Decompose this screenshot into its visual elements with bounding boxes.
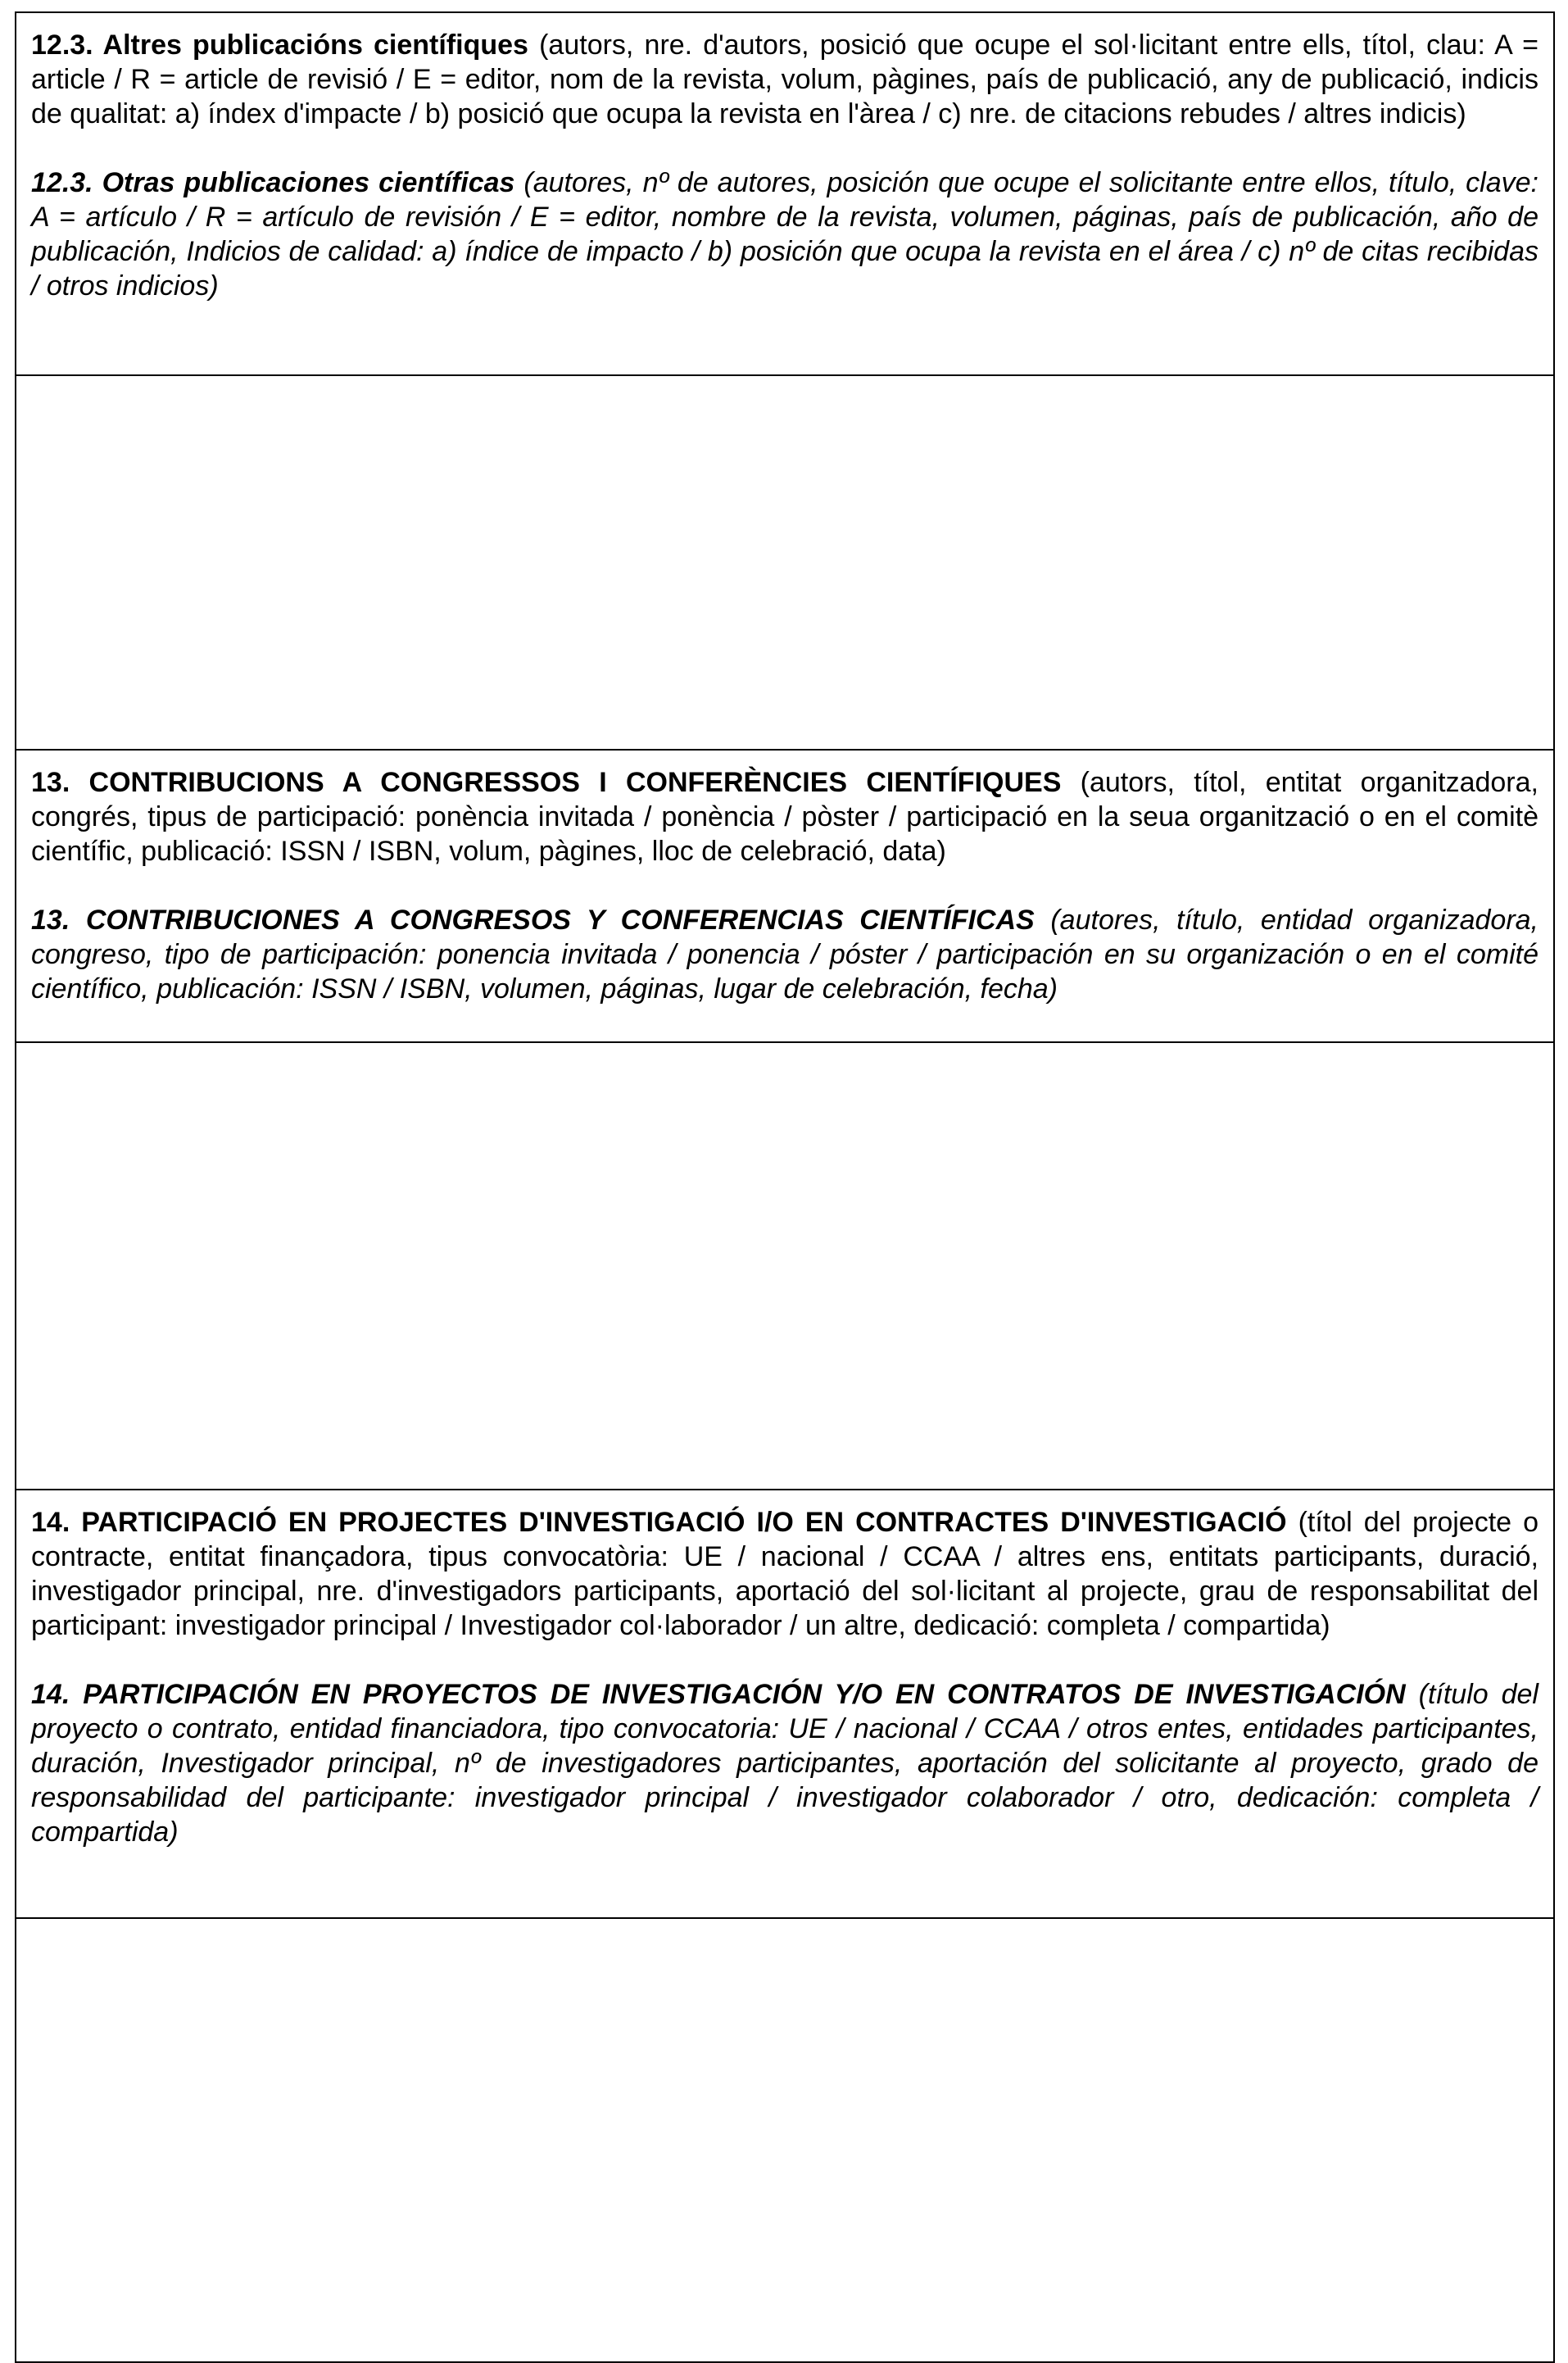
section-12-3-answer-field[interactable] <box>16 375 1554 750</box>
section-13-valencian-detail: (autors, títol, entitat organitzadora, congrés, tipus de participació: ponència invitada / ponència / pòster / participació en la seua organització o en el comitè científic, publicació: ISSN / ISBN, volum, pàgines, lloc de celebració, data) <box>31 767 1539 867</box>
section-14-spanish-text <box>31 1677 1539 1849</box>
section-13-answer-field[interactable] <box>16 1042 1554 1490</box>
section-14-spanish-detail: (título del proyecto o contrato, entidad financiadora, tipo convocatoria: UE / nacional / CCAA / otros entes, entidades participantes, duración, Investigador principal, nº de investigadores participantes, aportación del solicitante al proyecto, grado de responsabilidad del participante: investigador principal / investigador colaborador / otro, dedicación: completa / compartida) <box>31 1679 1539 1848</box>
section-14-spanish-heading: 14. PARTICIPACIÓN EN PROYECTOS DE INVESTIGACIÓN Y/O EN CONTRATOS DE INVESTIGACIÓN <box>31 1679 1406 1710</box>
section-13-valencian-text <box>31 765 1539 869</box>
section-13-spanish-heading: 13. CONTRIBUCIONES A CONGRESOS Y CONFERENCIAS CIENTÍFICAS <box>31 905 1035 936</box>
section-12-3-spanish-heading: 12.3. Otras publicaciones científicas <box>31 167 515 198</box>
section-12-3-header-cell <box>16 12 1554 375</box>
section-13-header-row <box>16 750 1554 1042</box>
section-14-valencian-text <box>31 1505 1539 1643</box>
section-13-spanish-detail: (autores, título, entidad organizadora, congreso, tipo de participación: ponencia invitada / ponencia / póster / participación en su organización o en el comité científico, publicación: ISSN / ISBN, volumen, páginas, lugar de celebración, fecha) <box>31 905 1539 1005</box>
section-14-valencian-detail: (títol del projecte o contracte, entitat finançadora, tipus convocatòria: UE / nacional / CCAA / altres ens, entitats participants, duració, investigador principal, nre. d'investigadors participants, aportació del sol·licitant al projecte, grau de responsabilitat del participant: investigador principal / Investigador col·laborador / un altre, dedicació: completa / compartida) <box>31 1507 1539 1641</box>
section-12-3-spanish-detail: (autores, nº de autores, posición que ocupe el solicitante entre ellos, título, clave: A = artículo / R = artículo de revisión / E = editor, nombre de la revista, volumen, páginas, país de publicación, año de publicación, Indicios de calidad: a) índice de impacto / b) posición que ocupa la revista en el área / c) nº de citas recibidas / otros indicios) <box>31 167 1539 302</box>
section-12-3-valencian-text <box>31 28 1539 131</box>
section-12-3-answer-row <box>16 375 1554 750</box>
section-13-valencian-heading: 13. CONTRIBUCIONS A CONGRESSOS I CONFERÈNCIES CIENTÍFIQUES <box>31 767 1062 798</box>
section-13-header-cell <box>16 750 1554 1042</box>
section-13-spanish-text <box>31 903 1539 1006</box>
application-form-table <box>15 11 1555 2363</box>
section-13-answer-row <box>16 1042 1554 1490</box>
section-12-3-valencian-heading: 12.3. Altres publicacións científiques <box>31 29 528 61</box>
section-12-3-header-row <box>16 12 1554 375</box>
section-12-3-spanish-text <box>31 166 1539 303</box>
section-14-answer-row <box>16 1918 1554 2362</box>
section-14-header-cell <box>16 1490 1554 1918</box>
section-14-answer-field[interactable] <box>16 1918 1554 2362</box>
section-14-header-row <box>16 1490 1554 1918</box>
section-12-3-valencian-detail: (autors, nre. d'autors, posició que ocupe el sol·licitant entre ells, títol, clau: A = article / R = article de revisió / E = editor, nom de la revista, volum, pàgines, país de publicació, any de publicació, indicis de qualitat: a) índex d'impacte / b) posició que ocupa la revista en l'àrea / c) nre. de citacions rebudes / altres indicis) <box>31 29 1539 129</box>
section-14-valencian-heading: 14. PARTICIPACIÓ EN PROJECTES D'INVESTIGACIÓ I/O EN CONTRACTES D'INVESTIGACIÓ <box>31 1507 1287 1538</box>
